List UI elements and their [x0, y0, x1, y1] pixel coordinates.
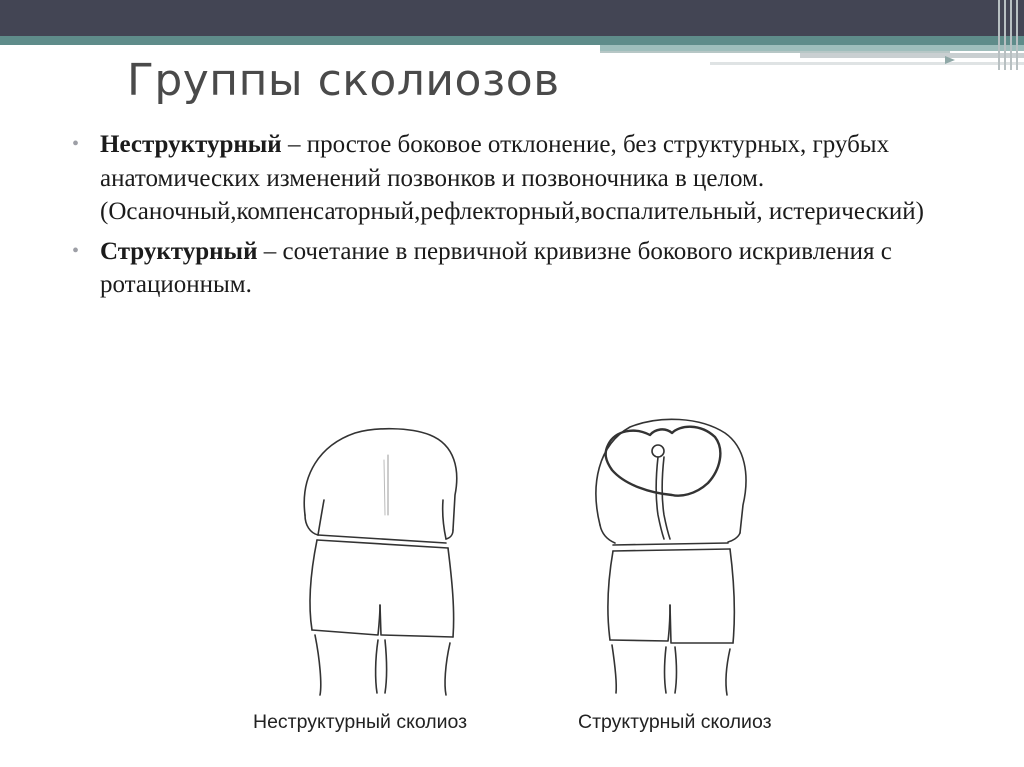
- bullet-term: Структурный: [100, 237, 258, 265]
- slide-title: Группы сколиозов: [127, 55, 560, 106]
- structural-figure: [596, 419, 746, 695]
- header-edge-lines: [996, 0, 1024, 70]
- bullet-item: [72, 128, 972, 229]
- caption-non-structural: Неструктурный сколиоз: [253, 711, 468, 733]
- bullet-item: [72, 235, 972, 302]
- scoliosis-illustration: [260, 415, 840, 745]
- bullet-dot-icon: •: [72, 239, 80, 262]
- bullet-dot-icon: •: [72, 133, 80, 155]
- bullet-text: – сочетание в первичной кривизне бокового искривления с ротационным.: [100, 237, 892, 298]
- bullet-term: Неструктурный: [100, 131, 282, 158]
- bullet-list: [72, 128, 972, 308]
- bullet-text: – простое боковое отклонение, без структурных, грубых анатомических изменений позвонков и позвоночника в целом. (Осаночный,компенсаторный,рефлекторный,воспалительный, истерический): [100, 131, 924, 225]
- caption-structural: Структурный сколиоз: [578, 711, 772, 733]
- non-structural-figure: [304, 429, 457, 695]
